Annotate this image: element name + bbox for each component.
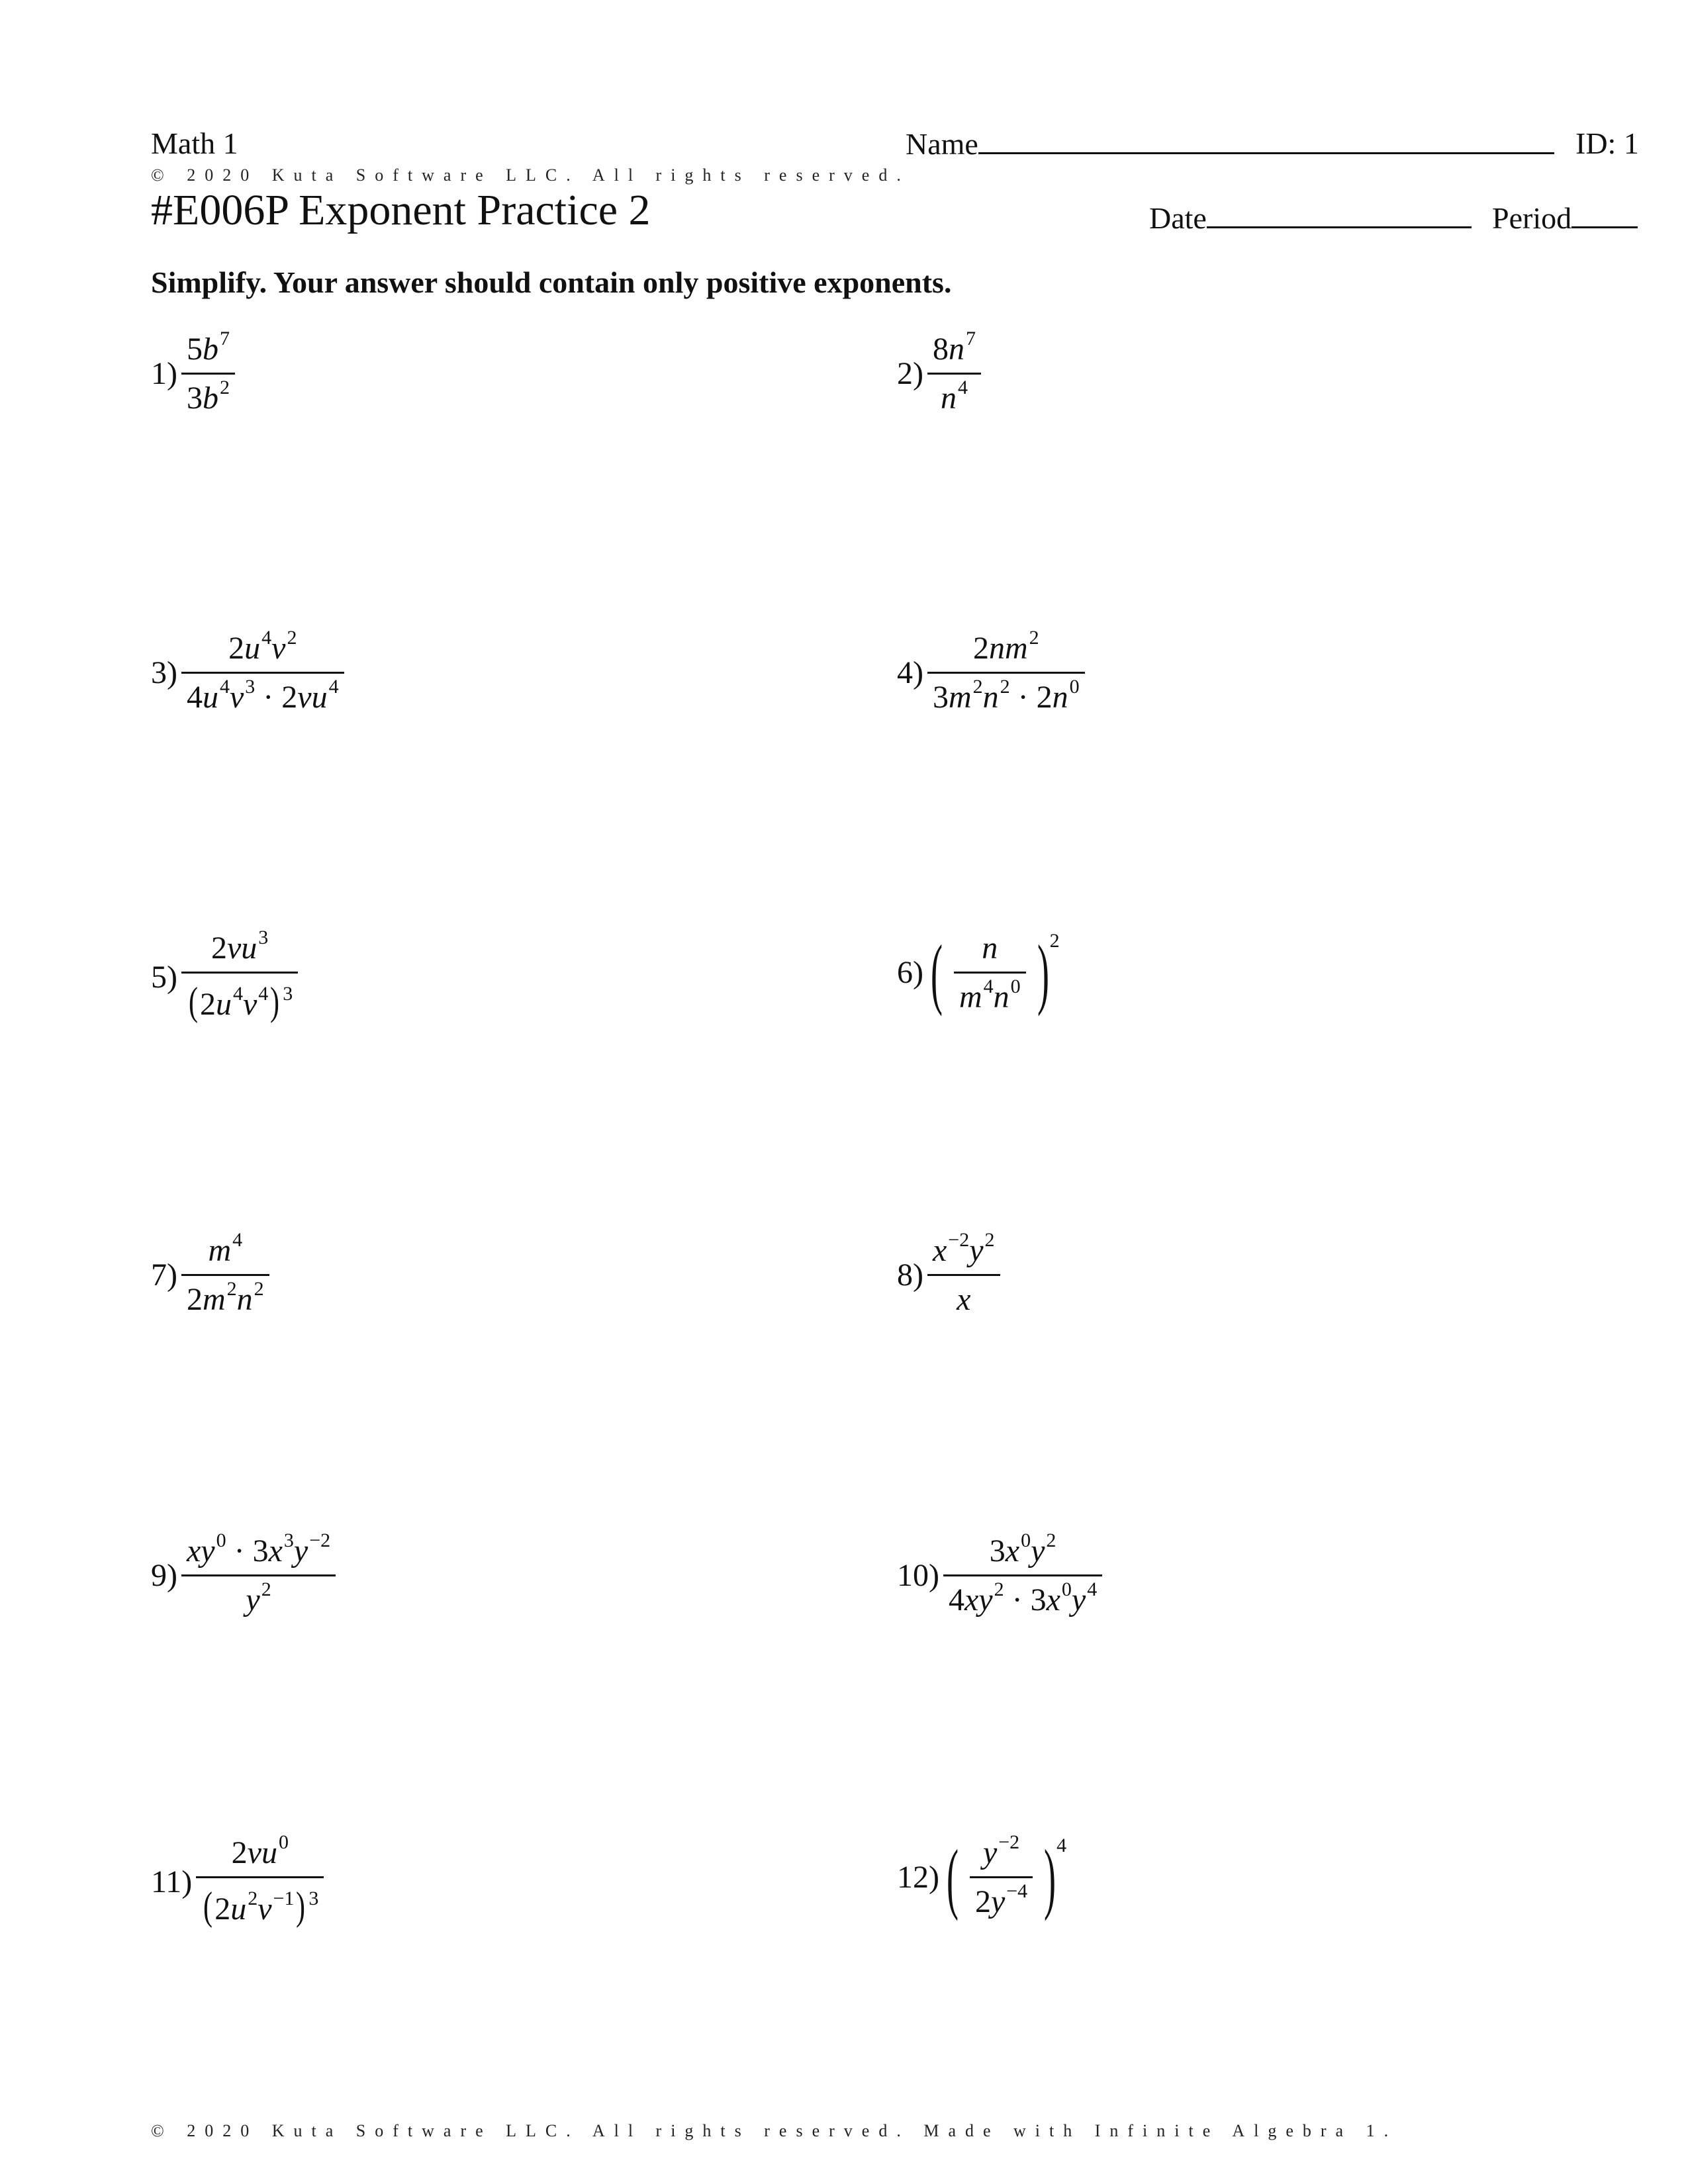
problem-12 xyxy=(897,1831,1067,1921)
problem-expression: $\frac{xy^0 \cdot 3x^3y^{-2}}{y^2}$ xyxy=(177,1533,340,1618)
problem-number: 8) xyxy=(897,1257,923,1293)
problem-number: 2) xyxy=(897,356,923,391)
problem-11 xyxy=(151,1831,328,1929)
problem-expression: $\frac{2vu^0}{(2u^2v^{-1}) ^3}$ xyxy=(192,1835,328,1929)
problem-number: 11) xyxy=(151,1864,193,1899)
problem-number: 12) xyxy=(897,1860,939,1895)
problem-number: 1) xyxy=(151,356,177,391)
problem-expression: $\frac{5b^7}{3b^2}$ xyxy=(177,331,239,416)
problem-9 xyxy=(151,1529,340,1618)
date-label: Date xyxy=(1149,201,1207,235)
name-blank[interactable] xyxy=(978,126,1554,154)
problem-expression: $\frac{m^4}{2m^2n^2}$ xyxy=(177,1232,273,1318)
period-field[interactable] xyxy=(1492,200,1638,236)
problem-8 xyxy=(897,1229,1004,1318)
course-label: Math 1 xyxy=(151,126,238,160)
problem-expression: ( $\frac{n}{m^4n^0}$ ) 2 xyxy=(930,928,1060,1017)
problem-6 xyxy=(897,930,1060,1015)
date-blank[interactable] xyxy=(1207,200,1472,228)
problem-expression: $\frac{2u^4v^2}{4u^4v^3 \cdot 2vu^4}$ xyxy=(177,630,348,715)
problem-4 xyxy=(897,627,1089,715)
problem-5 xyxy=(151,927,302,1024)
problem-expression: ( $\frac{y^{-2}}{2y^{-4}}$ ) 4 xyxy=(946,1831,1067,1921)
problem-expression: $\frac{2vu^3}{(2u^4v^4) ^3}$ xyxy=(177,930,302,1024)
problem-number: 10) xyxy=(897,1558,939,1593)
period-label: Period xyxy=(1492,201,1572,235)
problem-expression: $\frac{3x^0y^2}{4xy^2 \cdot 3x^0y^4}$ xyxy=(939,1533,1106,1618)
name-label: Name xyxy=(906,127,978,161)
problem-number: 6) xyxy=(897,955,923,990)
footer-copyright: © 2020 Kuta Software LLC. All rights reserved. Made with Infinite Algebra 1. xyxy=(151,2121,1398,2140)
problem-1 xyxy=(151,328,239,416)
problem-10 xyxy=(897,1529,1106,1618)
name-field[interactable] xyxy=(906,126,1554,161)
problem-number: 3) xyxy=(151,655,177,690)
problem-number: 4) xyxy=(897,655,923,690)
instructions: Simplify. Your answer should contain only positive exponents. xyxy=(151,265,952,299)
problem-number: 5) xyxy=(151,960,177,995)
problem-number: 9) xyxy=(151,1558,177,1593)
problem-7 xyxy=(151,1229,273,1318)
page-title: #E006P Exponent Practice 2 xyxy=(151,186,651,234)
date-field[interactable] xyxy=(1149,200,1472,236)
id-label: ID: 1 xyxy=(1575,126,1639,160)
period-blank[interactable] xyxy=(1571,200,1638,228)
problem-2 xyxy=(897,328,985,416)
problem-expression: $\frac{x^{-2}y^2}{x}$ xyxy=(923,1232,1004,1318)
problem-number: 7) xyxy=(151,1257,177,1293)
problem-expression: $\frac{8n^7}{n^4}$ xyxy=(923,331,985,416)
copyright-top: © 2020 Kuta Software LLC. All rights reserved. xyxy=(151,165,910,185)
problem-3 xyxy=(151,627,348,715)
problem-expression: $\frac{2nm^2}{3m^2n^2 \cdot 2n^0}$ xyxy=(923,630,1089,715)
